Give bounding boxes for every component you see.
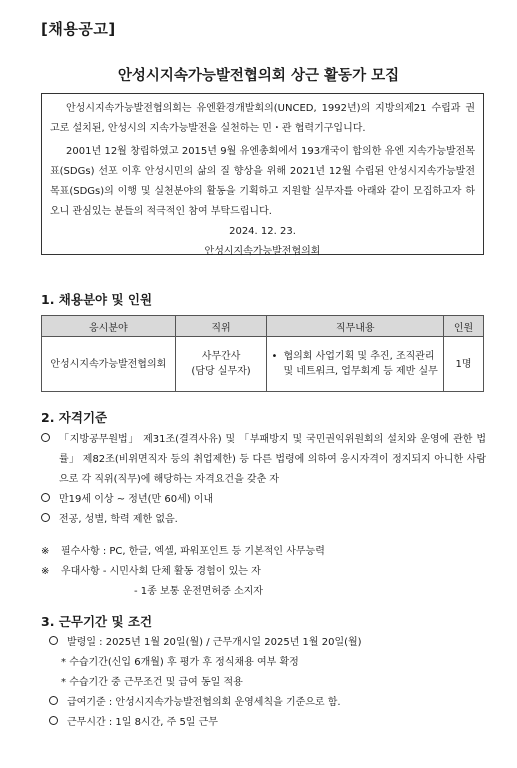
circle-bullet-icon bbox=[49, 696, 58, 705]
note-preferred: 우대사항 - 시민사회 단체 활동 경험이 있는 자 bbox=[61, 566, 261, 577]
qualification-item-3: 전공, 성별, 학력 제한 없음. bbox=[59, 514, 178, 525]
condition-probation-2: 수습기간 중 근무조건 및 급여 동일 적용 bbox=[69, 677, 243, 688]
list-item bbox=[41, 510, 486, 530]
circle-bullet-icon bbox=[41, 433, 50, 442]
asterisk-icon: * bbox=[61, 677, 66, 688]
duty-bullet-icon: • bbox=[271, 351, 278, 362]
reference-mark-icon: ※ bbox=[41, 566, 50, 577]
table-header-row bbox=[42, 316, 484, 337]
section-3-heading: 3. 근무기간 및 조건 bbox=[41, 614, 153, 629]
list-item bbox=[49, 693, 489, 713]
section-1-heading: 1. 채용분야 및 인원 bbox=[41, 292, 153, 307]
table-header-position: 직위 bbox=[175, 316, 267, 337]
table-header-duty: 직무내용 bbox=[267, 316, 444, 337]
intro-box bbox=[41, 93, 484, 255]
list-item bbox=[49, 653, 489, 673]
circle-bullet-icon bbox=[41, 513, 50, 522]
table-row bbox=[42, 337, 484, 392]
list-item bbox=[41, 430, 486, 490]
qualification-item-2: 만19세 이상 ~ 정년(만 60세) 이내 bbox=[59, 494, 214, 505]
condition-appointment: 발령일 : 2025년 1월 20일(월) / 근무개시일 2025년 1월 20일(월) bbox=[67, 637, 362, 648]
position-title: 사무간사 bbox=[201, 351, 241, 362]
intro-paragraph-1: 안성시지속가능발전협의회는 유엔환경개발회의(UNCED, 1992년)의 지방의제21 수립과 권고로 설치된, 안성시의 지속가능발전을 실천하는 민・관 협력기구입니다. bbox=[50, 103, 475, 134]
qualification-item-1: 「지방공무원법」 제31조(결격사유) 및 「부패방지 및 국민권익위원회의 설치와 운영에 관한 법률」 제82조(비위면직자 등의 취업제한) 등 다른 법령에 의하여 응시자격이 정지되지 아니한 사람으로 각 직위(직무)에 해당하는 자격요건을 갖춘 자 bbox=[59, 434, 486, 485]
intro-date: 2024. 12. 23. bbox=[229, 226, 296, 237]
circle-bullet-icon bbox=[49, 716, 58, 725]
list-item bbox=[49, 633, 489, 653]
condition-hours: 근무시간 : 1일 8시간, 주 5일 근무 bbox=[67, 717, 218, 728]
work-conditions-list bbox=[49, 633, 489, 733]
note-required: 필수사항 : PC, 한글, 엑셀, 파워포인트 등 기본적인 사무능력 bbox=[61, 546, 325, 557]
list-item bbox=[49, 673, 489, 693]
table-cell-count: 1명 bbox=[444, 337, 484, 392]
circle-bullet-icon bbox=[41, 493, 50, 502]
section-2-heading: 2. 자격기준 bbox=[41, 410, 108, 425]
table-cell-field: 안성시지속가능발전협의회 bbox=[42, 337, 176, 392]
condition-probation-1: 수습기간(신입 6개월) 후 평가 후 정식채용 여부 확정 bbox=[69, 657, 299, 668]
intro-signature: 안성시지속가능발전협의회 bbox=[204, 246, 321, 257]
header-tag: [채용공고] bbox=[41, 20, 116, 38]
intro-paragraph-2: 2001년 12월 창립하였고 2015년 9월 유엔총회에서 193개국이 합의한 유엔 지속가능발전목표(SDGs) 선포 이후 안성시민의 삶의 질 향상을 위해 2021년 12월 수립된 안성시지속가능발전목표(SDGs)의 이행 및 실천분야의 활동을 기획하고 지원할 실무자를 아래와 같이 모집하고자 하오니 관심있는 분들의 적극적인 참여 부탁드립니다. bbox=[50, 146, 475, 217]
note-preferred-sub: - 1종 보통 운전면허증 소지자 bbox=[134, 586, 263, 597]
qualification-list bbox=[41, 430, 486, 602]
list-item bbox=[41, 562, 486, 582]
table-header-field: 응시분야 bbox=[42, 316, 176, 337]
circle-bullet-icon bbox=[49, 636, 58, 645]
position-subtitle: (담당 실무자) bbox=[191, 366, 251, 377]
table-cell-duty bbox=[267, 337, 444, 392]
reference-mark-icon: ※ bbox=[41, 546, 50, 557]
page-title: 안성시지속가능발전협의회 상근 활동가 모집 bbox=[117, 68, 400, 84]
duty-text: 협의회 사업기획 및 추진, 조직관리 및 네트워크, 업무회계 등 제반 실무 bbox=[283, 351, 438, 377]
table-cell-position bbox=[175, 337, 267, 392]
condition-salary: 급여기준 : 안성시지속가능발전협의회 운영세칙을 기준으로 함. bbox=[67, 697, 341, 708]
asterisk-icon: * bbox=[61, 657, 66, 668]
list-item bbox=[41, 542, 486, 562]
list-item bbox=[49, 713, 489, 733]
recruitment-table bbox=[41, 315, 484, 392]
table-header-count: 인원 bbox=[444, 316, 484, 337]
list-item bbox=[41, 490, 486, 510]
